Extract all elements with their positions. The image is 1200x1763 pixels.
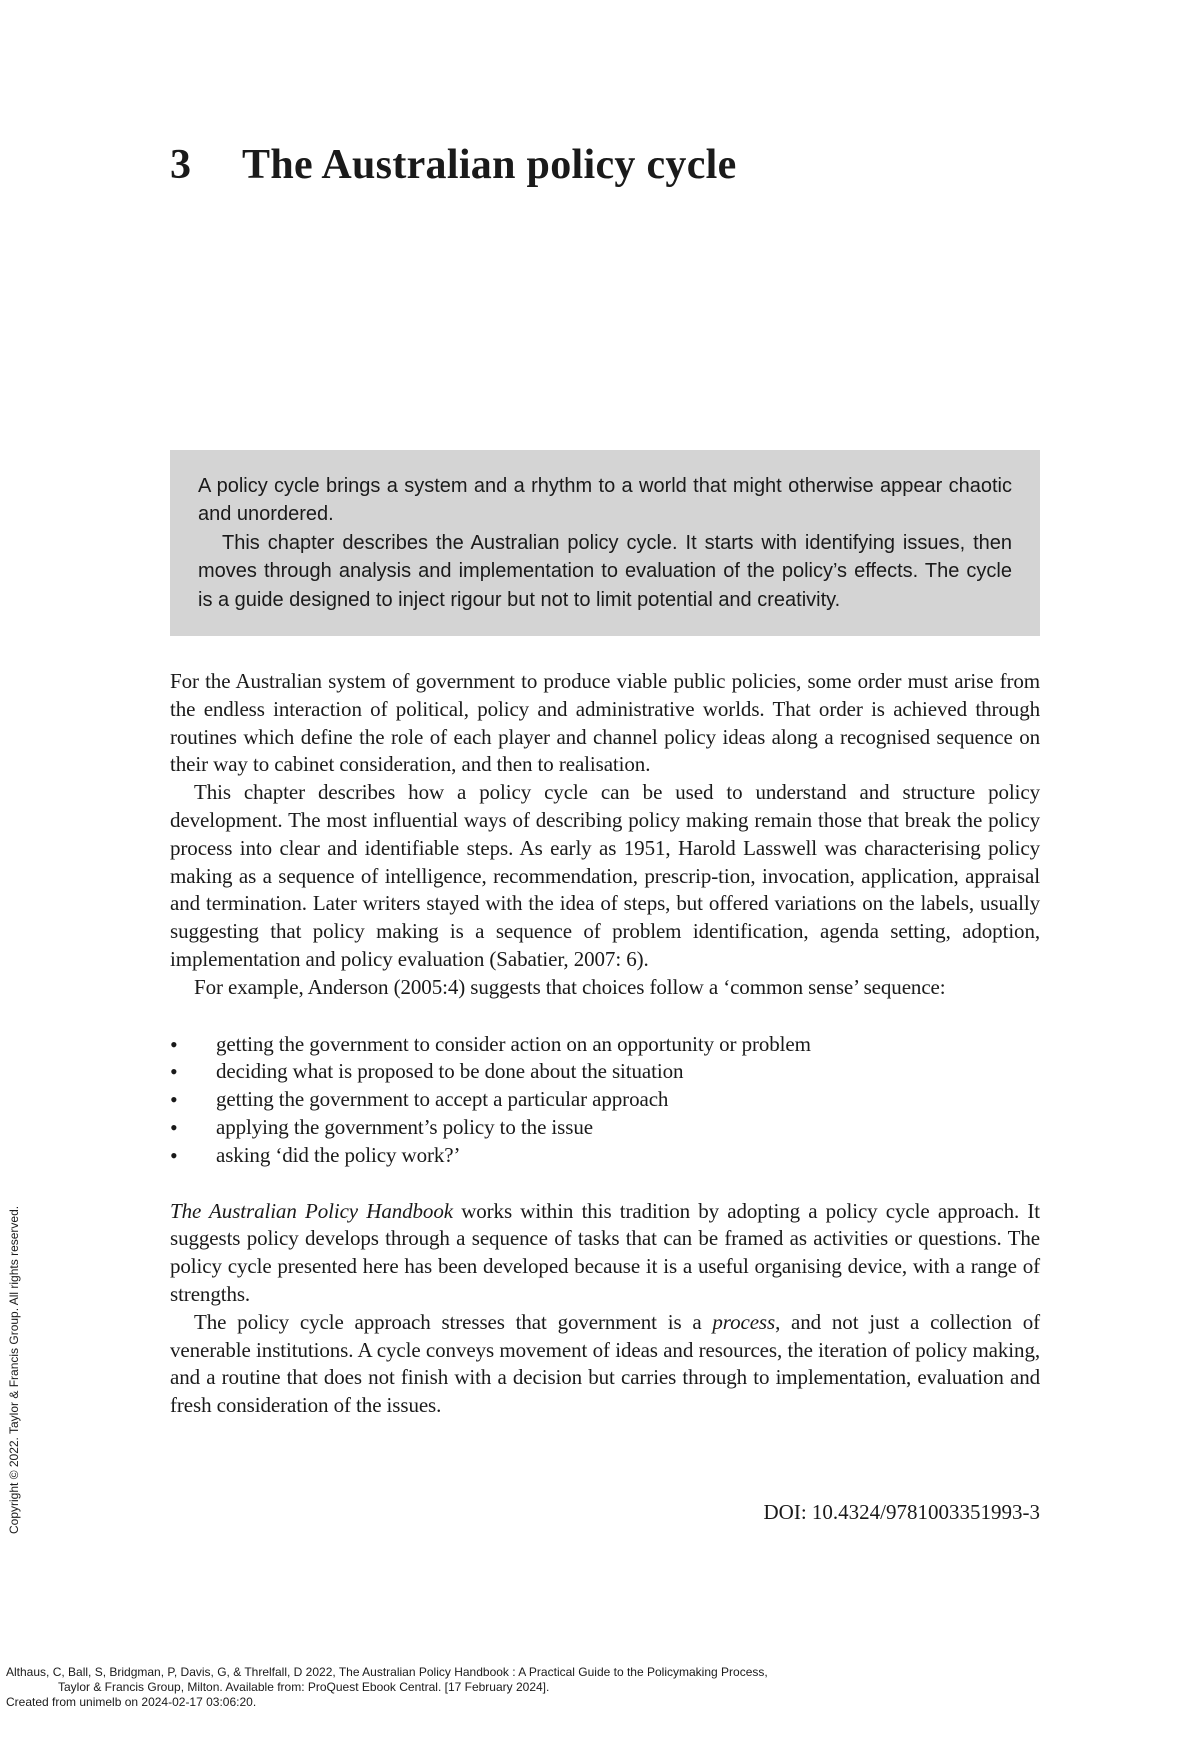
- body-paragraph-2: This chapter describes how a policy cycle can be used to understand and structure policy development. The most influential ways of describing policy making remain those that break the policy process into clear and identifiable steps. As early as 1951, Harold Lasswell was characterising policy making as a sequence of intelligence, recommendation, prescrip-tion, invocation, application, appraisal and termination. Later writers stayed with the idea of steps, but offered variations on the labels, usually suggesting that policy making is a sequence of problem identification, agenda setting, adoption, implementation and policy evaluation (Sabatier, 2007: 6).: [170, 780, 1040, 971]
- abstract-paragraph-1: A policy cycle brings a system and a rhythm to a world that might otherwise appear chaotic and unordered.: [198, 475, 1012, 526]
- doi-label: DOI: 10.4324/9781003351993-3: [763, 1500, 1040, 1524]
- body-paragraph-3: For example, Anderson (2005:4) suggests that choices follow a ‘common sense’ sequence:: [194, 974, 946, 999]
- body-paragraph-5: [170, 1309, 1040, 1420]
- abstract-paragraph-2: This chapter describes the Australian policy cycle. It starts with identifying issues, then moves through analysis and implementation to evaluation of the policy’s effects. The cycle is a guide designed to inject rigour but not to limit potential and creativity.: [198, 531, 1012, 611]
- body-paragraph-4-text: works within this tradition by adopting a policy cycle approach. It suggests policy develops through a sequence of tasks that can be framed as activities or questions. The policy cycle presented here has been developed because it is a useful organising device, with a range of strengths.: [170, 1198, 1041, 1306]
- body-text: [170, 668, 1040, 1420]
- footer-line-2: Taylor & Francis Group, Milton. Available from: ProQuest Ebook Central. [17 February 2024].: [58, 1680, 550, 1694]
- body-paragraph-1: For the Australian system of government to produce viable public policies, some order must arise from the endless interaction of political, policy and administrative worlds. That order is achieved through routines which define the role of each player and channel policy ideas along a recognised sequence on their way to cabinet consideration, and then to realisation.: [170, 669, 1040, 777]
- chapter-number: 3: [170, 142, 192, 188]
- bullet-list: [170, 1031, 1040, 1170]
- body-paragraph-4: [170, 1198, 1040, 1309]
- book-title-italic: The Australian Policy Handbook: [170, 1198, 453, 1223]
- list-item: • getting the government to accept a particular approach: [170, 1086, 1040, 1114]
- chapter-title: [170, 140, 737, 190]
- footer-line-1: Althaus, C, Ball, S, Bridgman, P, Davis, G, & Threlfall, D 2022, The Australian Policy Handbook : A Practical Guide to the Policymaking Process,: [6, 1665, 768, 1679]
- list-item: • getting the government to consider action on an opportunity or problem: [170, 1031, 1040, 1059]
- list-item: • applying the government’s policy to the issue: [170, 1114, 1040, 1142]
- chapter-abstract-box: [170, 450, 1040, 636]
- list-item: • deciding what is proposed to be done about the situation: [170, 1058, 1040, 1086]
- chapter-title-text: The Australian policy cycle: [242, 142, 737, 188]
- list-item: • asking ‘did the policy work?’: [170, 1142, 1040, 1170]
- copyright-notice: Copyright © 2022. Taylor & Francis Group. All rights reserved.: [7, 1205, 21, 1534]
- body-paragraph-5-end: , and not just a collection of venerable institutions. A cycle conveys movement of ideas and resources, the iteration of policy making, and a routine that does not finish with a decision but carries through to implementation, evaluation and fresh consideration of the issues.: [170, 1309, 1040, 1418]
- footer-citation: [6, 1665, 1186, 1710]
- footer-line-3: Created from unimelb on 2024-02-17 03:06:20.: [6, 1695, 257, 1709]
- process-italic: process: [712, 1309, 776, 1334]
- body-paragraph-5-start: The policy cycle approach stresses that government is a: [194, 1309, 713, 1334]
